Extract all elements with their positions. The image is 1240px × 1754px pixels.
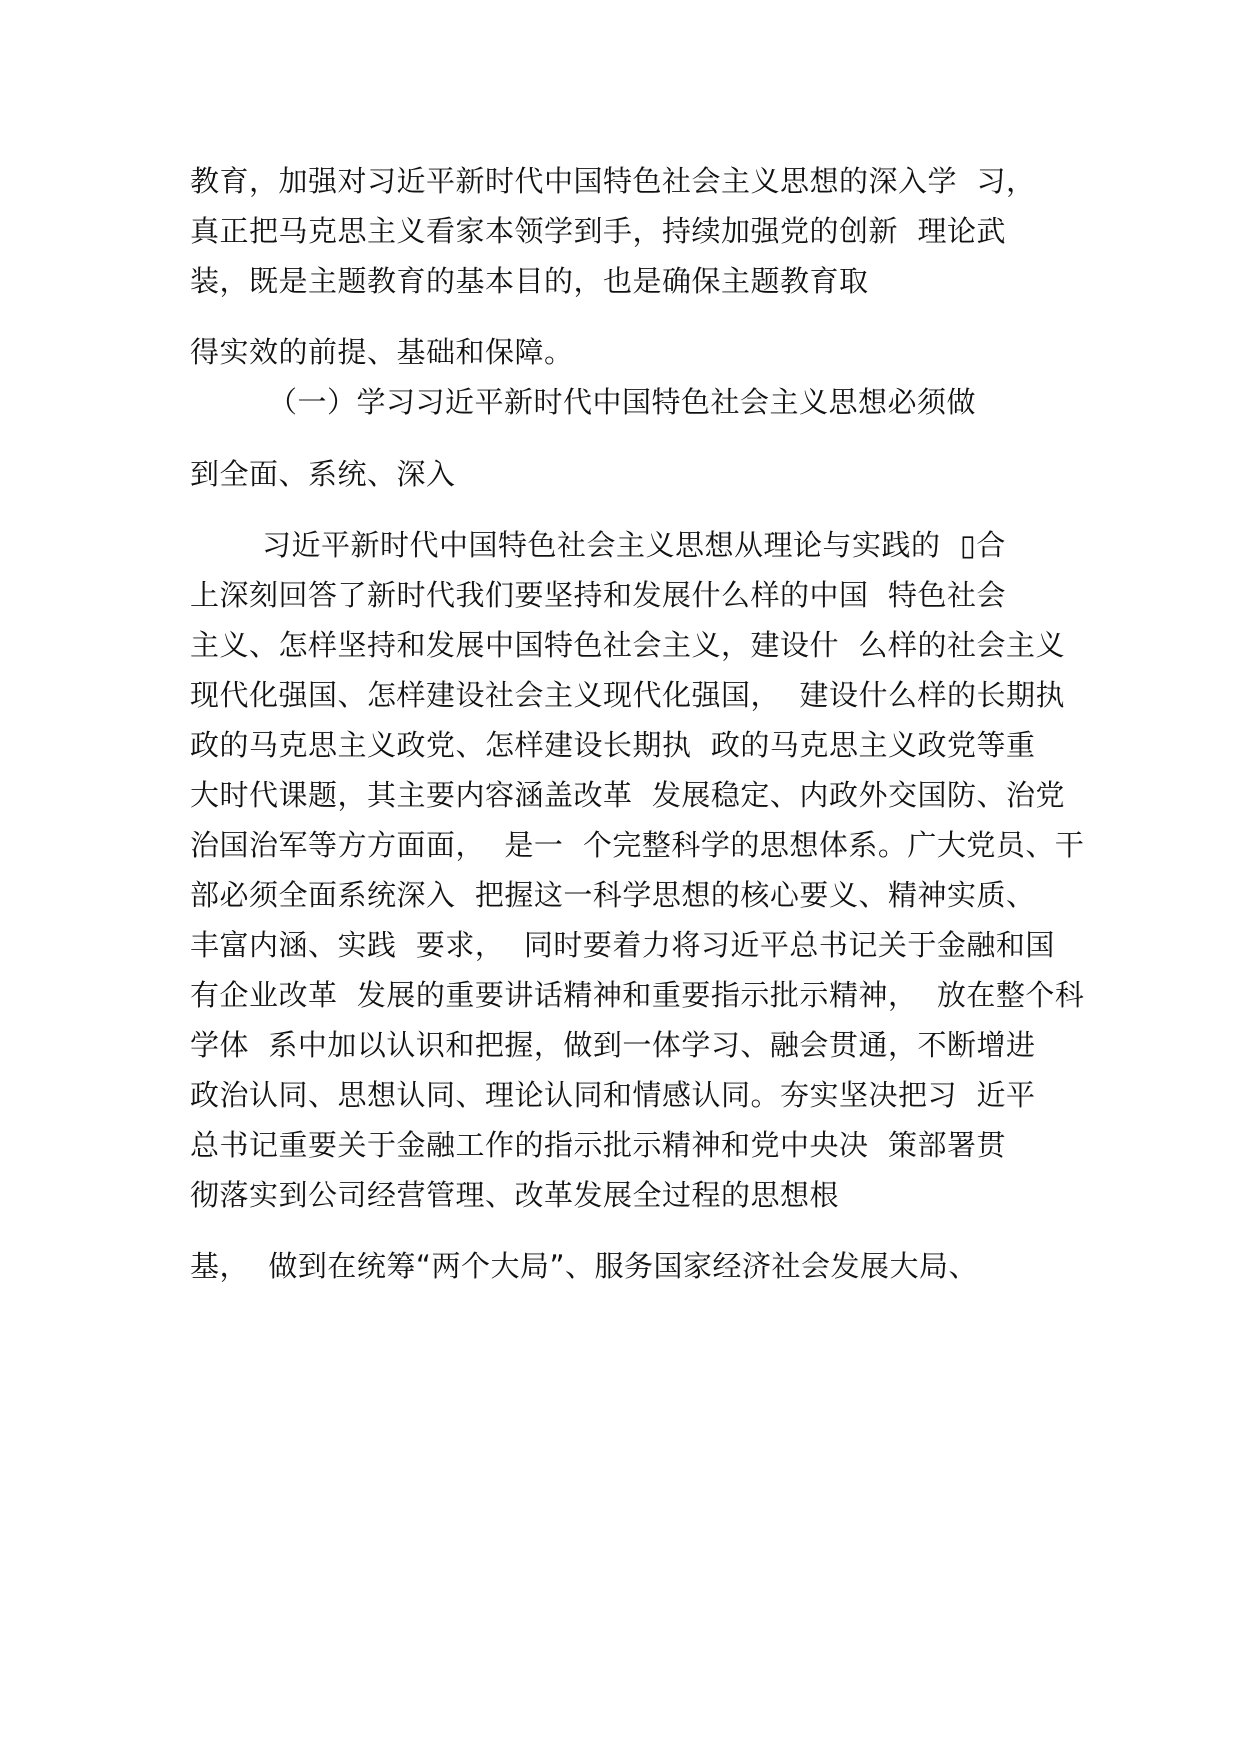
- section-heading-line: （一）学习习近平新时代中国特色社会主义思想必须做: [268, 385, 977, 419]
- paragraph-line: 真正把马克思主义看家本领学到手，持续加强党的创新 理论武: [190, 214, 1006, 248]
- paragraph-line: 丰富内涵、实践 要求， 同时要着力将习近平总书记关于金融和国: [190, 928, 1055, 962]
- paragraph-line: 政的马克思主义政党、怎样建设长期执 政的马克思主义政党等重: [190, 728, 1036, 762]
- paragraph-line: 总书记重要关于金融工作的指示批示精神和党中央决 策部署贯: [190, 1128, 1006, 1162]
- paragraph-line: 得实效的前提、基础和保障。: [190, 335, 574, 369]
- paragraph-line: 主义、怎样坚持和发展中国特色社会主义，建设什 么样的社会主义: [190, 628, 1065, 662]
- paragraph-line: 学体 系中加以认识和把握，做到一体学习、融会贯通，不断增进: [190, 1028, 1036, 1062]
- paragraph-line: 习近平新时代中国特色社会主义思想从理论与实践的 ▯合: [262, 528, 1006, 562]
- section-heading-line: 到全面、系统、深入: [190, 457, 456, 491]
- paragraph-line: 部必须全面系统深入 把握这一科学思想的核心要义、精神实质、: [190, 878, 1036, 912]
- paragraph-line: 现代化强国、怎样建设社会主义现代化强国， 建设什么样的长期执: [190, 678, 1065, 712]
- paragraph-line: 上深刻回答了新时代我们要坚持和发展什么样的中国 特色社会: [190, 578, 1006, 612]
- paragraph-line: 有企业改革 发展的重要讲话精神和重要指示批示精神， 放在整个科: [190, 978, 1085, 1012]
- paragraph-line: 大时代课题，其主要内容涵盖改革 发展稳定、内政外交国防、治党: [190, 778, 1065, 812]
- paragraph-line: 基， 做到在统筹“两个大局”、服务国家经济社会发展大局、: [190, 1249, 978, 1283]
- paragraph-line: 教育，加强对习近平新时代中国特色社会主义思想的深入学 习，: [190, 164, 1036, 198]
- paragraph-line: 彻落实到公司经营管理、改革发展全过程的思想根: [190, 1178, 840, 1212]
- paragraph-line: 政治认同、思想认同、理论认同和情感认同。夯实坚决把习 近平: [190, 1078, 1036, 1112]
- paragraph-line: 治国治军等方方面面， 是一 个完整科学的思想体系。广大党员、干: [190, 828, 1085, 862]
- paragraph-line: 装，既是主题教育的基本目的，也是确保主题教育取: [190, 264, 869, 298]
